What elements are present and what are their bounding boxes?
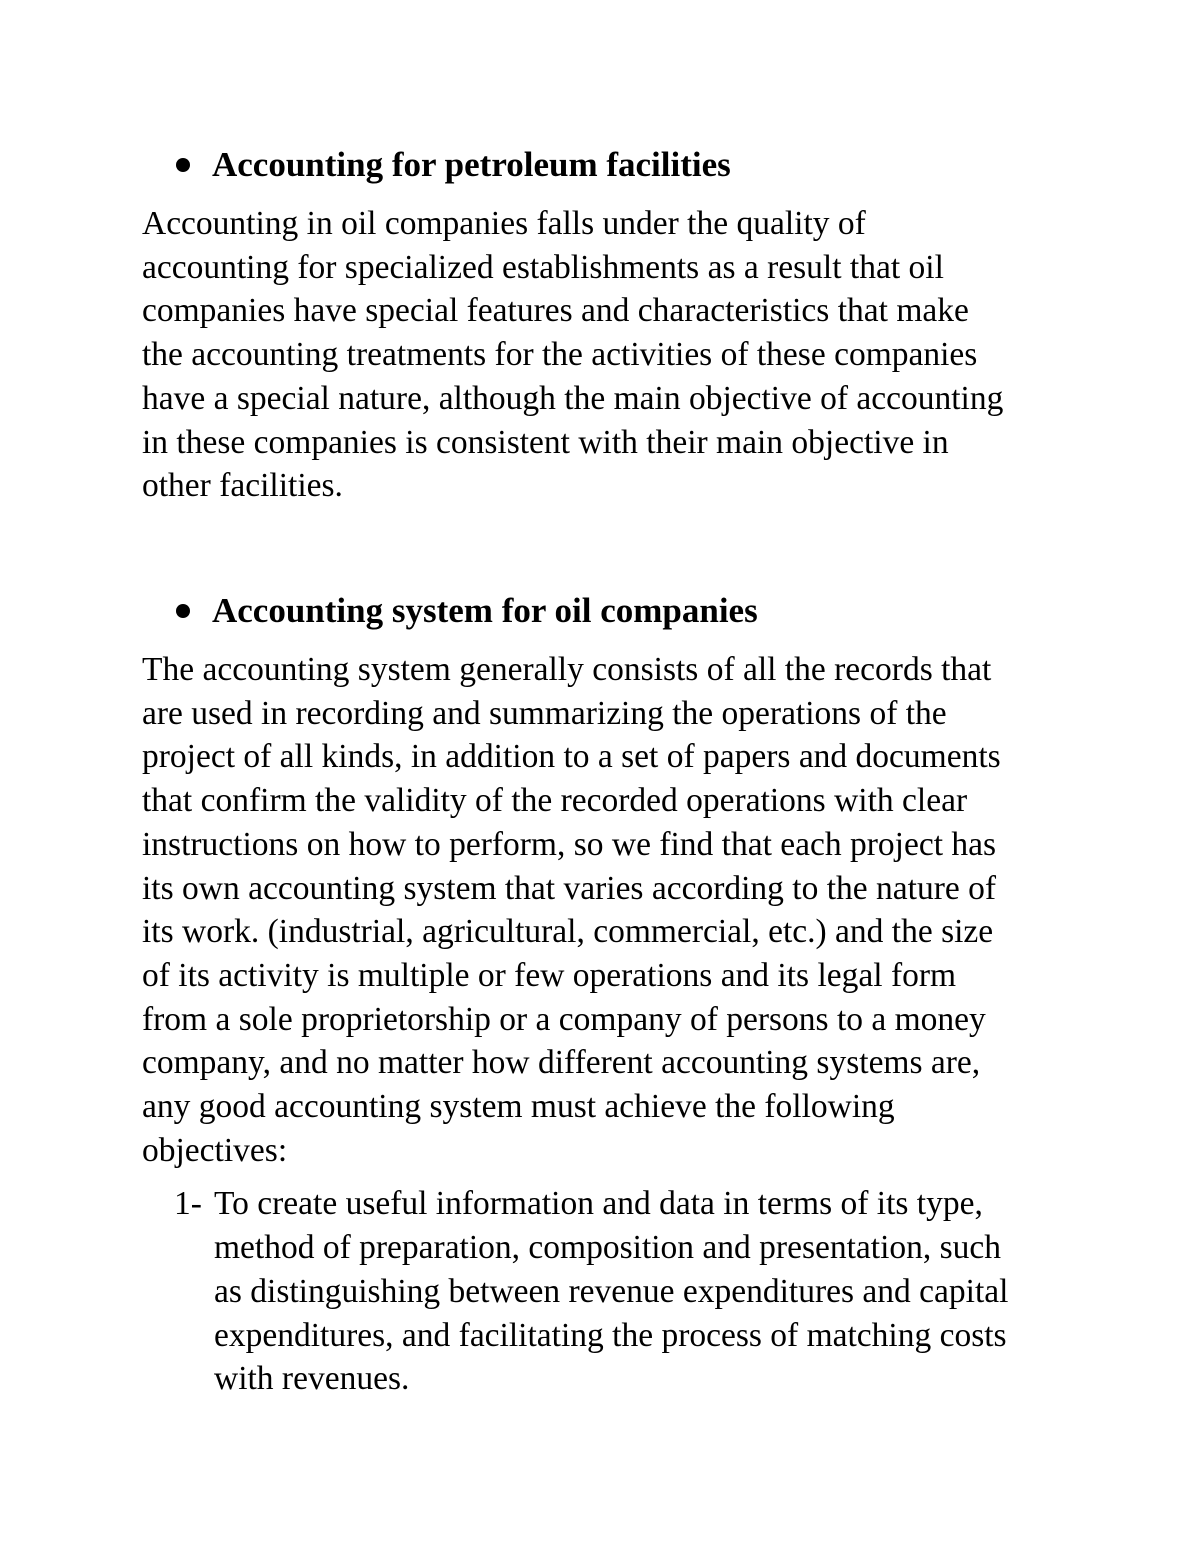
list-item-line: expenditures, and facilitating the process of matching costs <box>214 1316 1007 1354</box>
paragraph-line: of its activity is multiple or few operations and its legal form <box>142 956 957 994</box>
list-item-line: To create useful information and data in terms of its type, <box>214 1185 983 1223</box>
numbered-list-item <box>142 1182 1062 1401</box>
list-item-line: as distinguishing between revenue expenditures and capital <box>214 1272 1009 1310</box>
paragraph-line: project of all kinds, in addition to a set of papers and documents <box>142 738 1001 776</box>
section-paragraph <box>142 648 1062 1172</box>
section-heading <box>142 140 1062 190</box>
heading-text: Accounting system for oil companies <box>212 591 758 630</box>
paragraph-line: its work. (industrial, agricultural, commercial, etc.) and the size <box>142 913 994 951</box>
paragraph-line: from a sole proprietorship or a company of persons to a money <box>142 1000 986 1038</box>
list-item-line: with revenues. <box>214 1360 410 1398</box>
paragraph-line: instructions on how to perform, so we find that each project has <box>142 825 997 863</box>
section-accounting-system <box>142 586 1062 1401</box>
paragraph-line: that confirm the validity of the recorded operations with clear <box>142 782 968 820</box>
paragraph-line: any good accounting system must achieve the following <box>142 1088 895 1126</box>
bullet-icon <box>176 604 190 618</box>
bullet-icon <box>176 158 190 172</box>
section-paragraph <box>142 202 1062 508</box>
paragraph-line: accounting for specialized establishments as a result that oil <box>142 248 944 286</box>
paragraph-line: company, and no matter how different accounting systems are, <box>142 1044 981 1082</box>
paragraph-line: its own accounting system that varies according to the nature of <box>142 869 997 907</box>
heading-text: Accounting for petroleum facilities <box>212 145 731 184</box>
list-number: 1- <box>174 1185 202 1223</box>
paragraph-line: The accounting system generally consists of all the records that <box>142 651 992 688</box>
paragraph-line: are used in recording and summarizing the operations of the <box>142 694 947 732</box>
paragraph-line: companies have special features and characteristics that make <box>142 292 969 330</box>
section-petroleum-facilities <box>142 140 1062 508</box>
paragraph-line: have a special nature, although the main objective of accounting <box>142 379 1004 417</box>
paragraph-line: Accounting in oil companies falls under the quality of <box>142 205 866 242</box>
paragraph-line: objectives: <box>142 1131 288 1169</box>
paragraph-line: the accounting treatments for the activities of these companies <box>142 336 978 374</box>
list-item-line: method of preparation, composition and presentation, such <box>214 1229 1002 1267</box>
paragraph-line: in these companies is consistent with their main objective in <box>142 423 949 461</box>
paragraph-line: other facilities. <box>142 467 343 505</box>
section-heading <box>142 586 1062 636</box>
